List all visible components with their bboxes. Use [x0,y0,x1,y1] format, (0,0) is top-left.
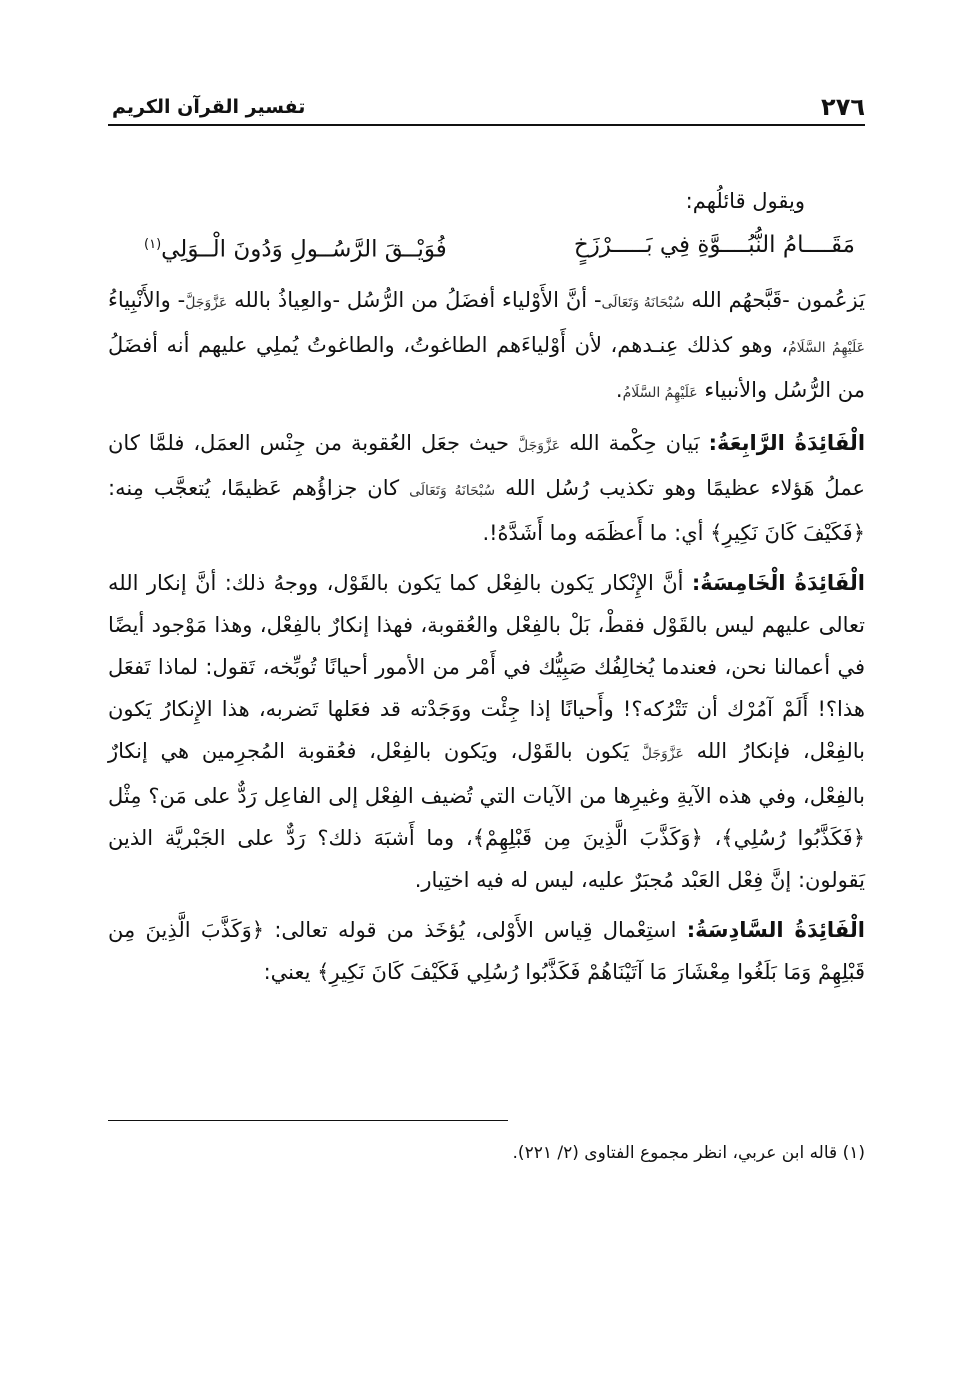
book-title: تفسير القرآن الكريم [112,96,306,118]
text-run: ، وهو كذلك عِنـدهم، لأن أَوْلياءَهم الطاغوتُ، والطاغوتُ يُملِي عليهم أنه أفضَلُ من الرُّسُل والأنبياء [108,332,865,402]
verse-hemistich-second [144,222,447,273]
paragraph-benefit-5 [108,562,865,901]
text-run: كان جزاؤُهم عَظيمًا، يُتعجَّب مِنه: [108,475,410,500]
quran-quote: ﴿وَكَذَّبَ الَّذِينَ مِن قَبْلِهِمْ وَمَا بَلَغُوا مِعْشَارَ مَا آتَيْنَاهُمْ فَكَذَّبُوا رُسُلِي فَكَيْفَ كَانَ نَكِيرِ﴾ [108,917,865,984]
honorific: سُبْحَانَهُ وَتَعَالَى [409,482,496,499]
footnote-text: (١) قاله ابن عربي، انظر مجموع الفتاوى (٢/ ٢٢١). [512,1143,865,1163]
verse-hemistich-second-text: فُوَيْــقَ الرَّسُــولِ وَدُونَ الْــوَلِي [161,236,447,263]
benefit-heading: الْفَائِدَةُ السَّادِسَةُ: [686,917,865,942]
quran-quote: ﴿فَكَيْفَ كَانَ نَكِيرِ﴾ [710,520,865,545]
footnote-ref: (١) [144,237,162,252]
text-run: يَكون بالقَوْل، ويَكون بالفِعْل، فعُقوبة المُجرِمين هي إنكارٌ بالفِعْل، وفي هذه الآيةِ وغيرِها من الآيات التي تُضيف الفِعْل إلى الفاعِل رَدٌّ على مَن؟ مِثْل [108,738,865,808]
footnote [108,1138,865,1168]
text-run: . [615,377,623,402]
footnote-divider [108,1120,508,1121]
honorific: عَزَّوَجَلَّ [185,294,228,311]
text-run: ، وما أَشبَهَ ذلك؟ رَدٌّ على الجَبْريَّة الذين يَقولون: إنَّ فِعْل العَبْد مُجبَرٌ عليه، ليس له فيه اختِيار. [108,825,865,892]
quran-quote: ﴿فَكَذَّبُوا رُسُلِي﴾ [721,825,866,850]
paragraph-awliya [108,279,865,414]
text-run: يَزعُمون -قَبَّحهُم الله [684,287,865,312]
quran-quote: ﴿وَكَذَّبَ الَّذِينَ مِن قَبْلِهِمْ﴾ [472,825,703,850]
honorific: عَلَيْهِمُ السَّلَامُ [788,339,865,356]
page-number: ٢٧٦ [821,93,865,121]
benefit-heading: الْفَائِدَةُ الرَّابِعَةُ: [708,430,866,455]
verse-hemistich-first: مَقَــــامُ النُّبُــــوَّةِ فِي بَـــــرْزَخٍ [573,232,855,258]
text-run: - والأَنْبِياءُ [108,287,186,312]
text-run: أنَّ الإِنْكار يَكون بالفِعْل كما يَكون بالقَوْل، ووجهُ ذلك: أنَّ إنكار الله تعالى عليهم ليس بالقَوْل فقطْ، بَلْ بالفِعْل والعُقوبة، فهذا إنكارٌ بالفِعْل، وهذا مَوْجود أيضًا في أعمالنا نحن، فعندما يُخالِفُك صَبِيُّك في أَمْر من الأمور أحيانًا تُوبِّخه، تَقول: لماذا تَفعَل هذا؟! أَلَمْ آمُرْك أن تَتْرُكه؟! وأَحيانًا إذا جِئْت ووَجَدْته قد فعَلها تَضربه، هذا الإِنكارُ يَكون بالفِعْل، فإنكارُ الله [108,570,866,763]
text-run: يعني: [263,959,318,984]
text-run: ، [702,825,722,850]
honorific: عَزَّوَجَلَّ [641,745,684,762]
running-header [108,92,865,126]
text-run: - أنَّ الأَوْلياء أفضَلُ من الرُّسُل -والعِياذُ بالله [227,287,602,312]
poetry-verse [108,222,865,273]
page-body [108,180,865,1001]
text-run: حيث جعَل العُقوبة من جِنْس العمَل، فلمَّا كان عملُ هَؤلاء عظيمًا وهو تكذيب رُسُل الله [108,430,865,500]
book-page [108,92,865,1322]
text-run: استِعْمال قِياس الأَوْلى، يُؤخَذ من قوله تعالى: [264,917,687,942]
honorific: عَزَّوَجَلَّ [517,437,561,454]
honorific: عَلَيْهِمُ السَّلَامُ [622,384,698,401]
benefit-heading: الْفَائِدَةُ الْخَامِسَةُ: [691,570,866,595]
text-run: بَيان حِكْمة الله [560,430,709,455]
honorific: سُبْحَانَهُ وَتَعَالَى [601,294,685,311]
text-run: أي: ما أَعظَمَه وما أَشَدَّهُ!. [482,520,711,545]
paragraph-benefit-4 [108,422,865,554]
intro-line: ويقول قائلُهم: [685,189,805,213]
paragraph-benefit-6 [108,909,865,993]
